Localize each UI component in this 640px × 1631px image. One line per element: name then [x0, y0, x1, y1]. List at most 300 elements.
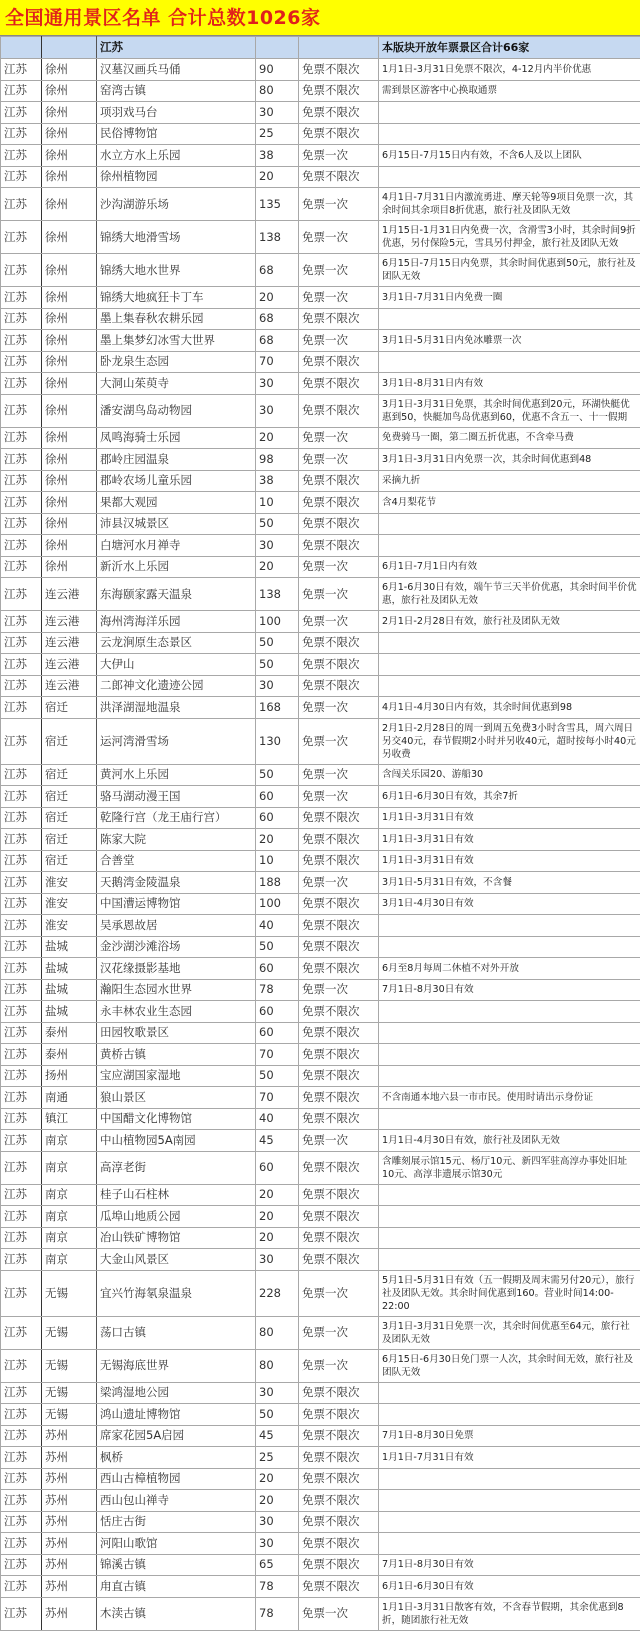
city-cell: 徐州 [42, 287, 97, 309]
price-cell: 70 [256, 351, 299, 373]
price-cell: 138 [256, 221, 299, 254]
ticket-type-cell: 免票一次 [299, 287, 379, 309]
province-cell: 江苏 [1, 1130, 42, 1152]
province-cell: 江苏 [1, 287, 42, 309]
scenic-name-cell: 宜兴竹海氡泉温泉 [97, 1270, 256, 1316]
ticket-type-cell: 免票一次 [299, 330, 379, 352]
ticket-type-cell: 免票一次 [299, 1597, 379, 1630]
note-cell: 3月1日-5月31日内免冰雕票一次 [379, 330, 640, 352]
note-cell: 6月15日-7月15日内免票，其余时间优惠到50元，旅行社及团队无效 [379, 254, 640, 287]
header-count-note: 本版块开放年票景区合计66家 [379, 37, 640, 59]
price-cell: 40 [256, 915, 299, 937]
city-cell: 南京 [42, 1249, 97, 1271]
scenic-name-cell: 冶山铁矿博物馆 [97, 1227, 256, 1249]
ticket-type-cell: 免票一次 [299, 427, 379, 449]
price-cell: 10 [256, 850, 299, 872]
city-cell: 徐州 [42, 188, 97, 221]
note-cell [379, 1184, 640, 1206]
province-cell: 江苏 [1, 1087, 42, 1109]
note-cell: 不含南通本地六县一市市民。使用时请出示身份证 [379, 1087, 640, 1109]
price-cell: 20 [256, 1184, 299, 1206]
city-cell: 镇江 [42, 1108, 97, 1130]
city-cell: 徐州 [42, 394, 97, 427]
price-cell: 68 [256, 254, 299, 287]
note-cell [379, 1490, 640, 1512]
table-row [1, 1382, 640, 1404]
province-cell: 江苏 [1, 1184, 42, 1206]
scenic-name-cell: 中山植物园5A南园 [97, 1130, 256, 1152]
city-cell: 徐州 [42, 449, 97, 471]
ticket-type-cell: 免票不限次 [299, 1533, 379, 1555]
table-row [1, 611, 640, 633]
province-cell: 江苏 [1, 1044, 42, 1066]
table-row [1, 102, 640, 124]
price-cell: 138 [256, 578, 299, 611]
province-cell: 江苏 [1, 1227, 42, 1249]
city-cell: 南京 [42, 1184, 97, 1206]
ticket-type-cell: 免票不限次 [299, 1404, 379, 1426]
province-cell: 江苏 [1, 1490, 42, 1512]
scenic-name-cell: 骆马湖动漫王国 [97, 786, 256, 808]
table-row [1, 1108, 640, 1130]
province-cell: 江苏 [1, 535, 42, 557]
province-cell: 江苏 [1, 145, 42, 167]
note-cell: 5月1日-5月31日有效（五一假期及周末需另付20元），旅行社及团队无效。其余时间优惠到160。营业时间14:00-22:00 [379, 1270, 640, 1316]
ticket-type-cell: 免票不限次 [299, 59, 379, 81]
province-cell: 江苏 [1, 872, 42, 894]
note-cell [379, 1249, 640, 1271]
table-row [1, 394, 640, 427]
scenic-name-cell: 合善堂 [97, 850, 256, 872]
city-cell: 徐州 [42, 59, 97, 81]
scenic-name-cell: 卧龙泉生态园 [97, 351, 256, 373]
scenic-name-cell: 瀚阳生态园水世界 [97, 979, 256, 1001]
price-cell: 70 [256, 1087, 299, 1109]
city-cell: 泰州 [42, 1022, 97, 1044]
price-cell: 20 [256, 556, 299, 578]
note-cell: 1月1日-3月31日散客有效，不含春节假期，其余优惠到8折，随团旅行社无效 [379, 1597, 640, 1630]
province-cell: 江苏 [1, 915, 42, 937]
province-cell: 江苏 [1, 1108, 42, 1130]
price-cell: 30 [256, 373, 299, 395]
price-cell: 98 [256, 449, 299, 471]
ticket-type-cell: 免票一次 [299, 145, 379, 167]
province-cell: 江苏 [1, 1511, 42, 1533]
note-cell: 需到景区游客中心换取通票 [379, 80, 640, 102]
scenic-name-cell: 枫桥 [97, 1447, 256, 1469]
table-row [1, 1065, 640, 1087]
note-cell [379, 123, 640, 145]
price-cell: 38 [256, 470, 299, 492]
note-cell [379, 351, 640, 373]
table-row [1, 1349, 640, 1382]
province-cell: 江苏 [1, 1270, 42, 1316]
province-cell: 江苏 [1, 1349, 42, 1382]
province-cell: 江苏 [1, 1597, 42, 1630]
price-cell: 68 [256, 330, 299, 352]
ticket-type-cell: 免票不限次 [299, 1576, 379, 1598]
note-cell: 6月至8月每周二休植不对外开放 [379, 958, 640, 980]
province-cell: 江苏 [1, 1404, 42, 1426]
city-cell: 苏州 [42, 1533, 97, 1555]
scenic-name-cell: 金沙湖沙滩浴场 [97, 936, 256, 958]
note-cell [379, 166, 640, 188]
province-cell: 江苏 [1, 829, 42, 851]
note-cell [379, 1511, 640, 1533]
note-cell: 6月1日-6月30日有效 [379, 1576, 640, 1598]
scenic-name-cell: 甪直古镇 [97, 1576, 256, 1598]
price-cell: 38 [256, 145, 299, 167]
scenic-name-cell: 潘安湖鸟岛动物园 [97, 394, 256, 427]
note-cell: 免费骑马一圈，第二圈五折优惠，不含牵马费 [379, 427, 640, 449]
province-cell: 江苏 [1, 807, 42, 829]
price-cell: 60 [256, 958, 299, 980]
scenic-name-cell: 窑湾古镇 [97, 80, 256, 102]
price-cell: 45 [256, 1130, 299, 1152]
table-row [1, 166, 640, 188]
table-row [1, 632, 640, 654]
city-cell: 徐州 [42, 373, 97, 395]
note-cell [379, 1065, 640, 1087]
ticket-type-cell: 免票一次 [299, 872, 379, 894]
table-row [1, 373, 640, 395]
province-cell: 江苏 [1, 936, 42, 958]
ticket-type-cell: 免票不限次 [299, 394, 379, 427]
city-cell: 南京 [42, 1206, 97, 1228]
ticket-type-cell: 免票不限次 [299, 893, 379, 915]
province-cell: 江苏 [1, 1425, 42, 1447]
province-cell: 江苏 [1, 123, 42, 145]
table-row [1, 1206, 640, 1228]
province-cell: 江苏 [1, 1382, 42, 1404]
note-cell [379, 513, 640, 535]
ticket-type-cell: 免票一次 [299, 1130, 379, 1152]
note-cell [379, 915, 640, 937]
table-row [1, 513, 640, 535]
scenic-name-cell: 桂子山石柱林 [97, 1184, 256, 1206]
price-cell: 188 [256, 872, 299, 894]
ticket-type-cell: 免票一次 [299, 764, 379, 786]
scenic-name-cell: 西山包山禅寺 [97, 1490, 256, 1512]
note-cell: 3月1日-3月31日免票，其余时间优惠到20元，环湖快艇优惠到50，快艇加鸟岛优惠到60，优惠不含五一、十一假期 [379, 394, 640, 427]
city-cell: 无锡 [42, 1349, 97, 1382]
province-cell: 江苏 [1, 513, 42, 535]
header-region-title: 江苏 [97, 37, 256, 59]
province-cell: 江苏 [1, 80, 42, 102]
note-cell: 含雕刻展示馆15元、杨厅10元、新四军驻高淳办事处旧址10元、高淳非遗展示馆30元 [379, 1151, 640, 1184]
note-cell [379, 1001, 640, 1023]
province-cell: 江苏 [1, 351, 42, 373]
city-cell: 宿迁 [42, 718, 97, 764]
province-cell: 江苏 [1, 850, 42, 872]
note-cell: 1月1日-3月31日有效 [379, 850, 640, 872]
note-cell: 3月1日-5月31日有效，不含餐 [379, 872, 640, 894]
table-row [1, 675, 640, 697]
table-row [1, 1130, 640, 1152]
province-cell: 江苏 [1, 254, 42, 287]
ticket-type-cell: 免票不限次 [299, 1044, 379, 1066]
table-row [1, 123, 640, 145]
scenic-name-cell: 木渎古镇 [97, 1597, 256, 1630]
city-cell: 淮安 [42, 872, 97, 894]
table-row [1, 786, 640, 808]
price-cell: 50 [256, 632, 299, 654]
ticket-type-cell: 免票不限次 [299, 308, 379, 330]
price-cell: 50 [256, 654, 299, 676]
ticket-type-cell: 免票一次 [299, 556, 379, 578]
table-row [1, 850, 640, 872]
note-cell: 4月1日-4月30日内有效，其余时间优惠到98 [379, 697, 640, 719]
city-cell: 徐州 [42, 535, 97, 557]
price-cell: 78 [256, 1597, 299, 1630]
scenic-name-cell: 郡岭农场儿童乐园 [97, 470, 256, 492]
city-cell: 徐州 [42, 80, 97, 102]
scenic-name-cell: 黄河水上乐园 [97, 764, 256, 786]
province-cell: 江苏 [1, 958, 42, 980]
province-cell: 江苏 [1, 449, 42, 471]
scenic-name-cell: 凤鸣海骑士乐园 [97, 427, 256, 449]
city-cell: 无锡 [42, 1404, 97, 1426]
price-cell: 20 [256, 1468, 299, 1490]
city-cell: 徐州 [42, 102, 97, 124]
scenic-name-cell: 锦绣大地疯狂卡丁车 [97, 287, 256, 309]
table-row [1, 1533, 640, 1555]
table-row [1, 188, 640, 221]
city-cell: 南京 [42, 1130, 97, 1152]
note-cell: 3月1日-4月30日有效 [379, 893, 640, 915]
note-cell [379, 1044, 640, 1066]
price-cell: 40 [256, 1108, 299, 1130]
table-row [1, 254, 640, 287]
price-cell: 68 [256, 308, 299, 330]
price-cell: 228 [256, 1270, 299, 1316]
note-cell [379, 1022, 640, 1044]
price-cell: 30 [256, 1382, 299, 1404]
city-cell: 苏州 [42, 1490, 97, 1512]
price-cell: 78 [256, 979, 299, 1001]
scenic-name-cell: 果都大观园 [97, 492, 256, 514]
city-cell: 扬州 [42, 1065, 97, 1087]
note-cell: 3月1日-3月31日免票一次，其余时间优惠至64元，旅行社及团队无效 [379, 1316, 640, 1349]
city-cell: 南京 [42, 1227, 97, 1249]
scenic-name-cell: 海州湾海洋乐园 [97, 611, 256, 633]
scenic-name-cell: 白塘河水月禅寺 [97, 535, 256, 557]
price-cell: 20 [256, 1490, 299, 1512]
table-row [1, 145, 640, 167]
ticket-type-cell: 免票一次 [299, 254, 379, 287]
province-cell: 江苏 [1, 308, 42, 330]
ticket-type-cell: 免票不限次 [299, 535, 379, 557]
note-cell: 6月1-6月30日有效，端午节三天半价优惠，其余时间半价优惠，旅行社及团队无效 [379, 578, 640, 611]
table-row [1, 287, 640, 309]
price-cell: 30 [256, 535, 299, 557]
scenic-name-cell: 汉墓汉画兵马俑 [97, 59, 256, 81]
ticket-type-cell: 免票一次 [299, 786, 379, 808]
price-cell: 60 [256, 1022, 299, 1044]
price-cell: 60 [256, 786, 299, 808]
scenic-name-cell: 乾隆行宫（龙王庙行宫） [97, 807, 256, 829]
province-cell: 江苏 [1, 979, 42, 1001]
city-cell: 徐州 [42, 470, 97, 492]
table-row [1, 718, 640, 764]
city-cell: 徐州 [42, 492, 97, 514]
province-cell: 江苏 [1, 675, 42, 697]
price-cell: 65 [256, 1554, 299, 1576]
city-cell: 盐城 [42, 936, 97, 958]
ticket-type-cell: 免票不限次 [299, 829, 379, 851]
ticket-type-cell: 免票不限次 [299, 1087, 379, 1109]
note-cell [379, 308, 640, 330]
note-cell: 2月1日-2月28日的周一到周五免费3小时含雪具，周六周日另交40元，春节假期2小时并另收40元，超时按每小时40元另收费 [379, 718, 640, 764]
scenic-name-cell: 运河湾滑雪场 [97, 718, 256, 764]
scenic-name-cell: 西山古樟植物园 [97, 1468, 256, 1490]
ticket-type-cell: 免票一次 [299, 1349, 379, 1382]
table-row [1, 1044, 640, 1066]
scenic-name-cell: 中国醋文化博物馆 [97, 1108, 256, 1130]
ticket-type-cell: 免票不限次 [299, 80, 379, 102]
price-cell: 130 [256, 718, 299, 764]
scenic-name-cell: 锦绣大地滑雪场 [97, 221, 256, 254]
city-cell: 泰州 [42, 1044, 97, 1066]
price-cell: 45 [256, 1425, 299, 1447]
note-cell [379, 1404, 640, 1426]
price-cell: 50 [256, 936, 299, 958]
ticket-type-cell: 免票不限次 [299, 654, 379, 676]
note-cell: 1月15日-1月31日内免费一次，含滑雪3小时，其余时间9折优惠，另付保险5元，雪具另付押金，旅行社及团队无效 [379, 221, 640, 254]
ticket-type-cell: 免票一次 [299, 578, 379, 611]
province-cell: 江苏 [1, 166, 42, 188]
scenic-name-cell: 大金山风景区 [97, 1249, 256, 1271]
province-cell: 江苏 [1, 556, 42, 578]
table-row [1, 221, 640, 254]
table-row [1, 1270, 640, 1316]
city-cell: 苏州 [42, 1511, 97, 1533]
ticket-type-cell: 免票不限次 [299, 1554, 379, 1576]
ticket-type-cell: 免票不限次 [299, 915, 379, 937]
province-cell: 江苏 [1, 893, 42, 915]
ticket-type-cell: 免票不限次 [299, 936, 379, 958]
ticket-type-cell: 免票不限次 [299, 351, 379, 373]
city-cell: 淮安 [42, 915, 97, 937]
price-cell: 60 [256, 1151, 299, 1184]
note-cell: 含闯关乐园20、游船30 [379, 764, 640, 786]
city-cell: 宿迁 [42, 697, 97, 719]
table-row [1, 1022, 640, 1044]
scenic-name-cell: 无锡海底世界 [97, 1349, 256, 1382]
price-cell: 30 [256, 394, 299, 427]
ticket-type-cell: 免票不限次 [299, 1468, 379, 1490]
province-cell: 江苏 [1, 330, 42, 352]
scenic-name-cell: 二郎神文化遗迹公园 [97, 675, 256, 697]
note-cell: 1月1日-7月31日有效 [379, 1447, 640, 1469]
scenic-name-cell: 高淳老街 [97, 1151, 256, 1184]
province-cell: 江苏 [1, 394, 42, 427]
scenic-name-cell: 锦绣大地水世界 [97, 254, 256, 287]
note-cell [379, 632, 640, 654]
page-title: 全国通用景区名单 合计总数1026家 [0, 0, 640, 36]
scenic-name-cell: 田园牧歌景区 [97, 1022, 256, 1044]
city-cell: 徐州 [42, 308, 97, 330]
note-cell: 1月1日-3月31日有效 [379, 807, 640, 829]
price-cell: 70 [256, 1044, 299, 1066]
note-cell [379, 936, 640, 958]
ticket-type-cell: 免票一次 [299, 1270, 379, 1316]
province-cell: 江苏 [1, 1316, 42, 1349]
table-row [1, 1227, 640, 1249]
scenic-name-cell: 鸿山遗址博物馆 [97, 1404, 256, 1426]
ticket-type-cell: 免票不限次 [299, 1022, 379, 1044]
city-cell: 盐城 [42, 958, 97, 980]
price-cell: 25 [256, 123, 299, 145]
city-cell: 徐州 [42, 254, 97, 287]
scenic-name-cell: 大洞山茱萸寺 [97, 373, 256, 395]
city-cell: 徐州 [42, 556, 97, 578]
header-price [256, 37, 299, 59]
price-cell: 20 [256, 1227, 299, 1249]
city-cell: 淮安 [42, 893, 97, 915]
note-cell: 1月1日-3月31日免票不限次，4-12月内半价优惠 [379, 59, 640, 81]
province-cell: 江苏 [1, 221, 42, 254]
note-cell [379, 654, 640, 676]
scenic-name-cell: 郡岭庄园温泉 [97, 449, 256, 471]
price-cell: 100 [256, 893, 299, 915]
province-cell: 江苏 [1, 188, 42, 221]
ticket-type-cell: 免票不限次 [299, 1511, 379, 1533]
scenic-name-cell: 梁鸿湿地公园 [97, 1382, 256, 1404]
city-cell: 徐州 [42, 330, 97, 352]
province-cell: 江苏 [1, 59, 42, 81]
city-cell: 徐州 [42, 427, 97, 449]
table-row [1, 1151, 640, 1184]
province-cell: 江苏 [1, 470, 42, 492]
note-cell [379, 1108, 640, 1130]
price-cell: 50 [256, 513, 299, 535]
city-cell: 徐州 [42, 145, 97, 167]
ticket-type-cell: 免票不限次 [299, 123, 379, 145]
city-cell: 苏州 [42, 1468, 97, 1490]
price-cell: 50 [256, 1065, 299, 1087]
table-row [1, 80, 640, 102]
city-cell: 徐州 [42, 166, 97, 188]
province-cell: 江苏 [1, 1447, 42, 1469]
scenic-name-cell: 荡口古镇 [97, 1316, 256, 1349]
scenic-spot-table [0, 36, 640, 1631]
scenic-name-cell: 项羽戏马台 [97, 102, 256, 124]
ticket-type-cell: 免票不限次 [299, 1447, 379, 1469]
city-cell: 连云港 [42, 611, 97, 633]
province-cell: 江苏 [1, 718, 42, 764]
header-province [1, 37, 42, 59]
province-cell: 江苏 [1, 373, 42, 395]
province-cell: 江苏 [1, 1022, 42, 1044]
scenic-name-cell: 陈家大院 [97, 829, 256, 851]
city-cell: 连云港 [42, 578, 97, 611]
city-cell: 连云港 [42, 654, 97, 676]
note-cell [379, 1468, 640, 1490]
table-row [1, 1316, 640, 1349]
province-cell: 江苏 [1, 786, 42, 808]
province-cell: 江苏 [1, 1001, 42, 1023]
scenic-name-cell: 恬庄古街 [97, 1511, 256, 1533]
scenic-name-cell: 洪泽湖湿地温泉 [97, 697, 256, 719]
scenic-name-cell: 东海颐家露天温泉 [97, 578, 256, 611]
ticket-type-cell: 免票一次 [299, 1316, 379, 1349]
scenic-name-cell: 沛县汉城景区 [97, 513, 256, 535]
price-cell: 20 [256, 166, 299, 188]
ticket-type-cell: 免票一次 [299, 188, 379, 221]
header-type [299, 37, 379, 59]
city-cell: 无锡 [42, 1270, 97, 1316]
